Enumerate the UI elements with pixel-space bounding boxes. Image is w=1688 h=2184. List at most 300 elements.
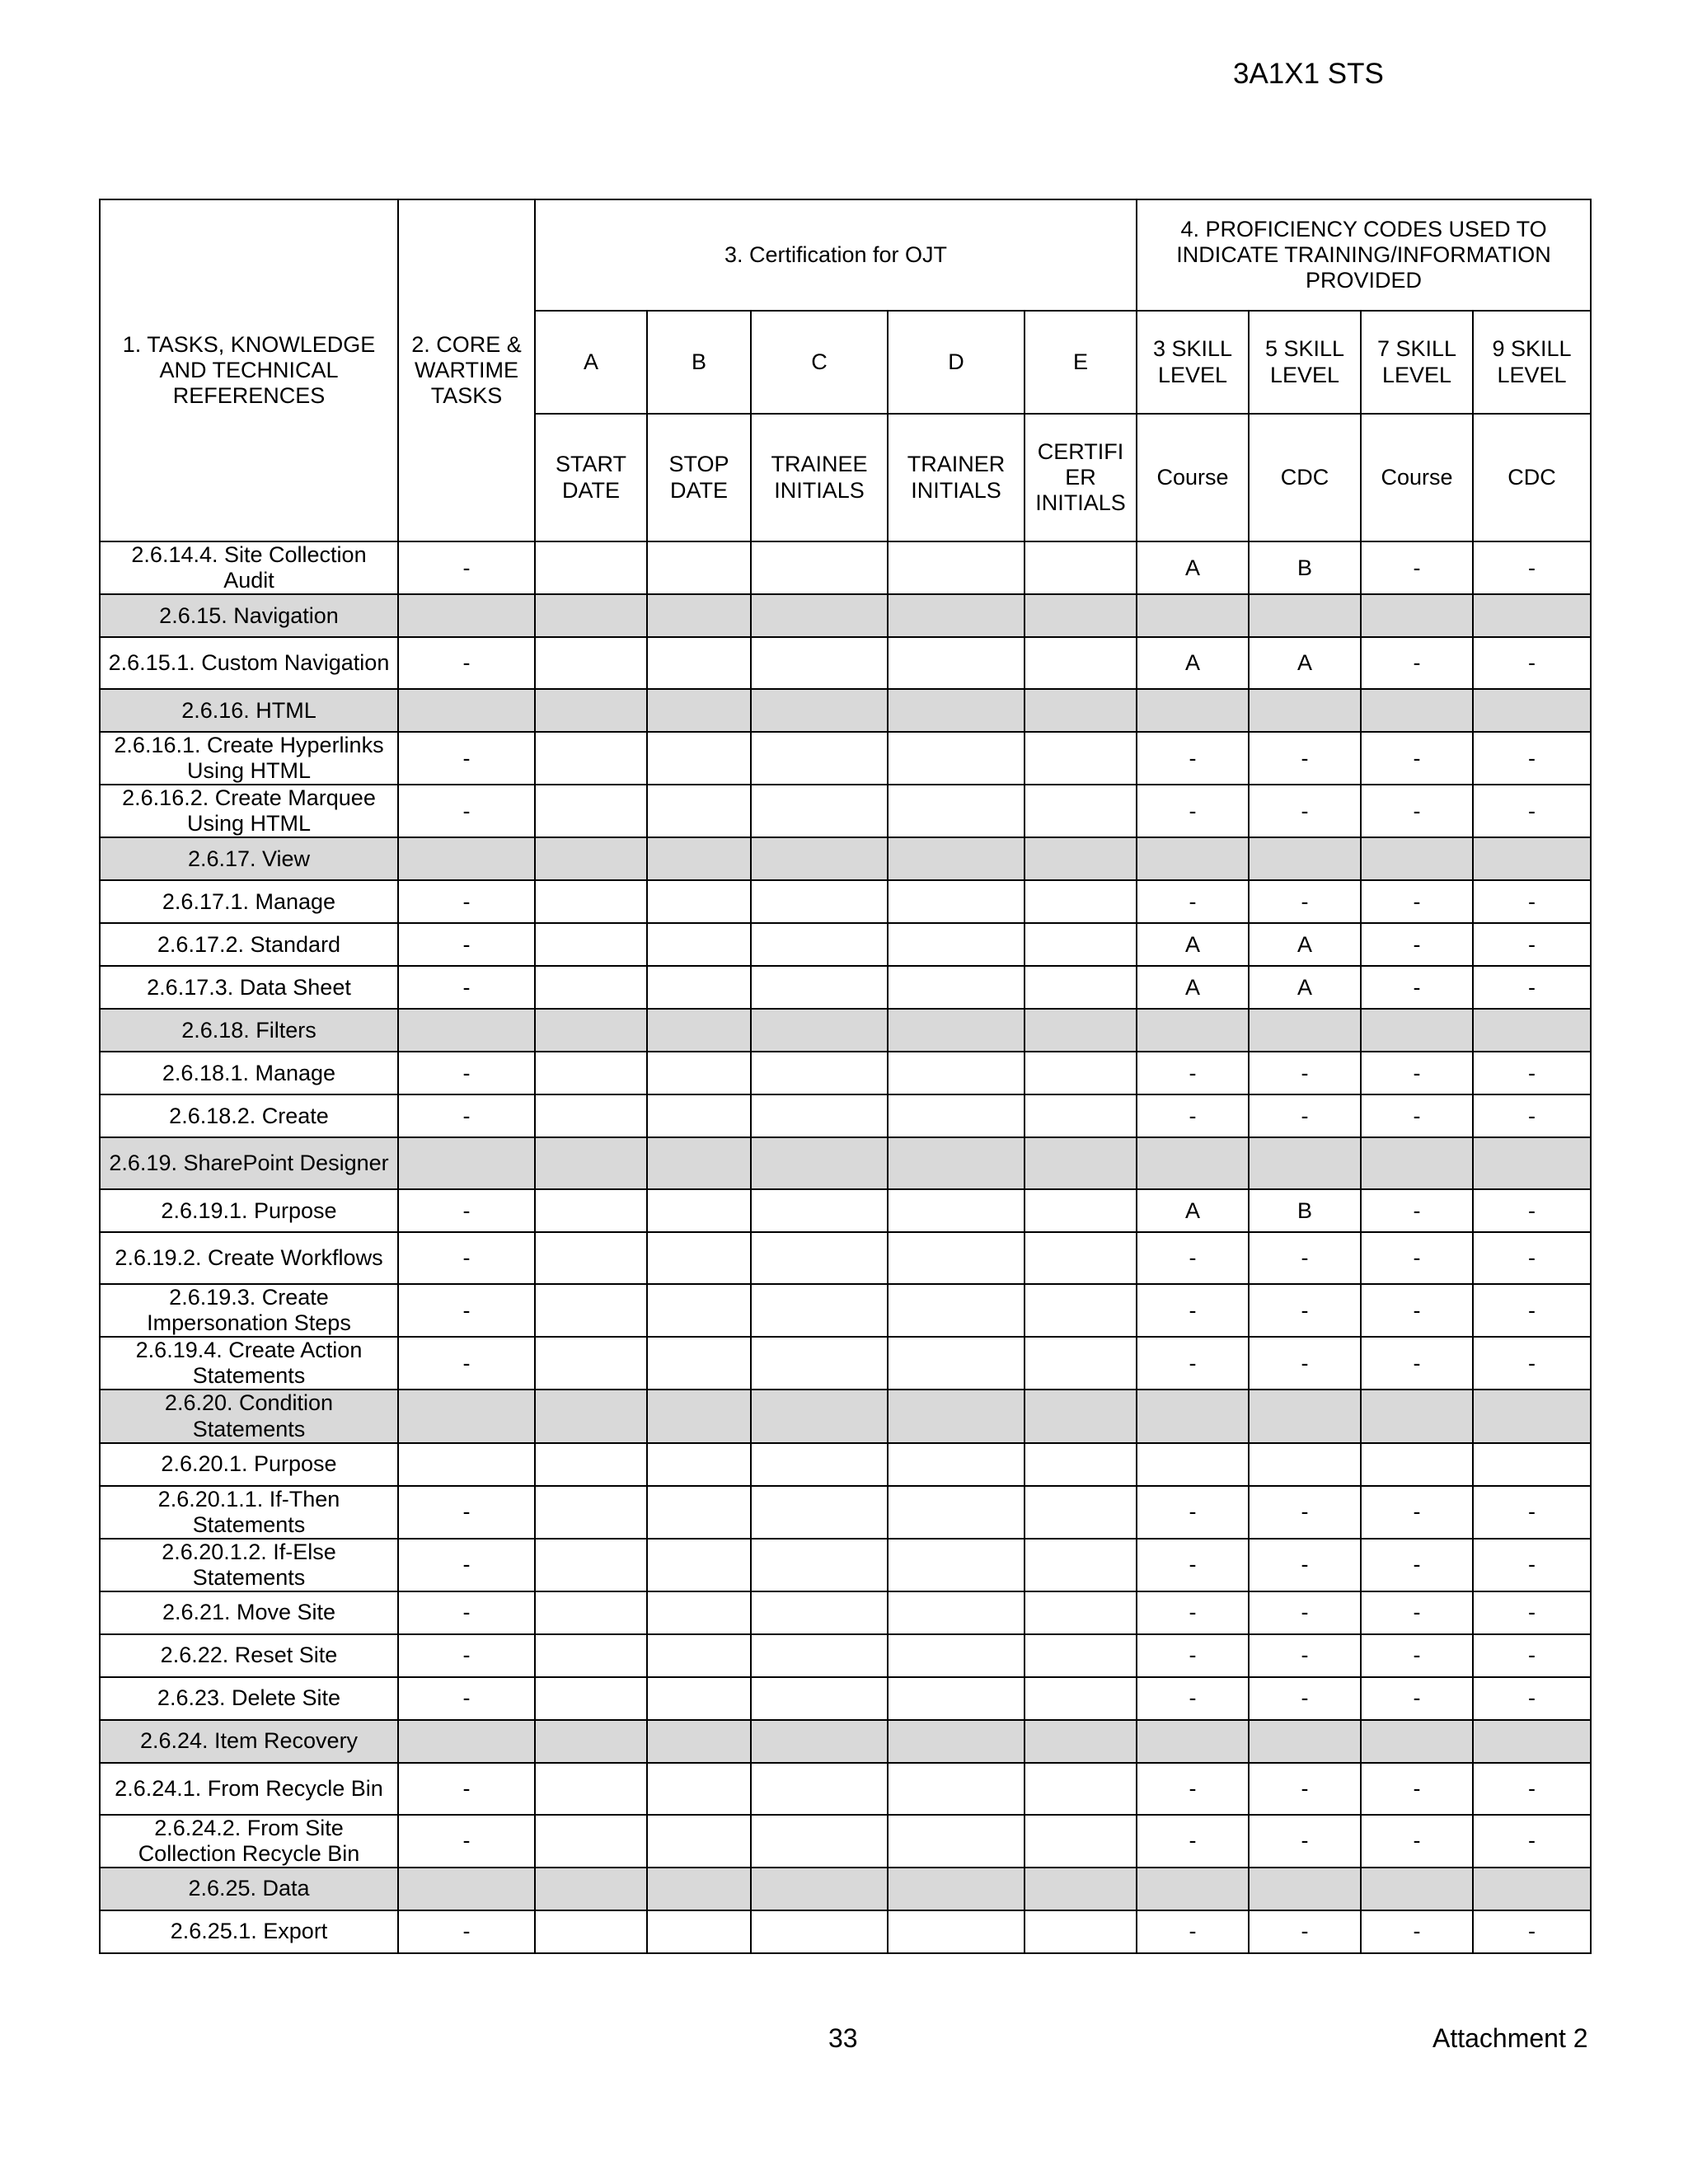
certifier-initials-cell <box>1025 1910 1137 1953</box>
start-date-cell <box>535 1591 647 1634</box>
stop-date-cell <box>647 785 751 837</box>
start-date-cell <box>535 1009 647 1052</box>
trainee-initials-cell <box>751 1137 888 1189</box>
core-cell <box>398 1390 535 1442</box>
trainer-initials-cell <box>888 1009 1025 1052</box>
trainer-initials-cell <box>888 1486 1025 1539</box>
code-5-cdc-cell: - <box>1249 732 1361 785</box>
certifier-initials-cell <box>1025 1052 1137 1094</box>
code-5-cdc-cell: - <box>1249 1052 1361 1094</box>
code-5-cdc-cell <box>1249 837 1361 880</box>
code-9-cdc-cell: - <box>1473 1539 1591 1591</box>
start-date-cell <box>535 1052 647 1094</box>
trainee-initials-cell <box>751 1486 888 1539</box>
trainee-initials-cell <box>751 1094 888 1137</box>
certifier-initials-cell <box>1025 1443 1137 1486</box>
task-cell: 2.6.16.1. Create Hyperlinks Using HTML <box>100 732 398 785</box>
stop-date-cell <box>647 1486 751 1539</box>
task-cell: 2.6.19.1. Purpose <box>100 1189 398 1232</box>
task-cell: 2.6.19.2. Create Workflows <box>100 1232 398 1284</box>
start-date-cell <box>535 1390 647 1442</box>
core-cell <box>398 837 535 880</box>
stop-date-cell <box>647 837 751 880</box>
table-row <box>100 785 1591 837</box>
core-cell: - <box>398 1591 535 1634</box>
code-7-course-cell: - <box>1361 785 1473 837</box>
trainer-initials-cell <box>888 1284 1025 1337</box>
trainee-initials-cell <box>751 1052 888 1094</box>
code-9-cdc-cell: - <box>1473 880 1591 923</box>
start-date-cell <box>535 1677 647 1720</box>
code-9-cdc-cell <box>1473 837 1591 880</box>
stop-date-cell <box>647 1910 751 1953</box>
trainee-initials-cell <box>751 923 888 966</box>
table-row <box>100 1539 1591 1591</box>
code-5-cdc-cell: A <box>1249 966 1361 1009</box>
code-5-cdc-cell <box>1249 1868 1361 1910</box>
code-5-cdc-cell <box>1249 1443 1361 1486</box>
trainer-initials-cell <box>888 1137 1025 1189</box>
code-7-course-cell <box>1361 1443 1473 1486</box>
trainer-initials-cell <box>888 1634 1025 1677</box>
code-7-course-cell: - <box>1361 732 1473 785</box>
code-9-cdc-cell: - <box>1473 785 1591 837</box>
start-date-cell <box>535 966 647 1009</box>
trainee-initials-cell <box>751 1868 888 1910</box>
code-7-course-cell <box>1361 1137 1473 1189</box>
start-date-cell <box>535 1868 647 1910</box>
trainer-initials-cell <box>888 594 1025 637</box>
trainer-initials-cell <box>888 637 1025 689</box>
trainer-initials-cell <box>888 1763 1025 1815</box>
code-3-course-cell: - <box>1137 1910 1249 1953</box>
code-9-cdc-cell: - <box>1473 966 1591 1009</box>
table-row <box>100 1094 1591 1137</box>
trainee-initials-cell <box>751 1390 888 1442</box>
stop-date-cell <box>647 637 751 689</box>
code-5-cdc-cell: B <box>1249 541 1361 594</box>
code-7-course-cell: - <box>1361 1486 1473 1539</box>
code-3-course-cell: - <box>1137 1591 1249 1634</box>
code-3-course-cell: - <box>1137 1677 1249 1720</box>
code-5-cdc-cell <box>1249 594 1361 637</box>
trainer-initials-cell <box>888 1868 1025 1910</box>
code-3-course-cell: - <box>1137 1486 1249 1539</box>
task-cell: 2.6.14.4. Site Collection Audit <box>100 541 398 594</box>
code-9-cdc-cell: - <box>1473 1815 1591 1868</box>
task-cell: 2.6.18. Filters <box>100 1009 398 1052</box>
code-5-cdc-cell: - <box>1249 1232 1361 1284</box>
task-cell: 2.6.16.2. Create Marquee Using HTML <box>100 785 398 837</box>
core-cell <box>398 1868 535 1910</box>
table-row <box>100 1337 1591 1390</box>
code-9-cdc-cell: - <box>1473 1189 1591 1232</box>
code-9-cdc-cell: - <box>1473 1591 1591 1634</box>
task-cell: 2.6.25.1. Export <box>100 1910 398 1953</box>
trainee-initials-cell <box>751 1009 888 1052</box>
code-3-course-cell <box>1137 837 1249 880</box>
code-7-course-cell: - <box>1361 1815 1473 1868</box>
trainee-initials-cell <box>751 837 888 880</box>
certifier-initials-cell <box>1025 1390 1137 1442</box>
stop-date-cell <box>647 1763 751 1815</box>
certifier-initials-cell <box>1025 594 1137 637</box>
header-letter-c: C <box>751 311 888 414</box>
header-certifier-initials: CERTIFI ER INITIALS <box>1025 414 1137 541</box>
stop-date-cell <box>647 1443 751 1486</box>
code-9-cdc-cell: - <box>1473 1677 1591 1720</box>
certifier-initials-cell <box>1025 880 1137 923</box>
attachment-label: Attachment 2 <box>1432 2023 1588 2053</box>
code-3-course-cell <box>1137 689 1249 732</box>
code-5-cdc-cell: A <box>1249 923 1361 966</box>
trainee-initials-cell <box>751 689 888 732</box>
code-7-course-cell: - <box>1361 541 1473 594</box>
header-skill-7: 7 SKILL LEVEL <box>1361 311 1473 414</box>
certifier-initials-cell <box>1025 1189 1137 1232</box>
code-3-course-cell: - <box>1137 1232 1249 1284</box>
start-date-cell <box>535 689 647 732</box>
trainer-initials-cell <box>888 1094 1025 1137</box>
certifier-initials-cell <box>1025 1677 1137 1720</box>
core-cell: - <box>398 732 535 785</box>
sts-table <box>99 199 1592 1954</box>
code-9-cdc-cell: - <box>1473 1910 1591 1953</box>
stop-date-cell <box>647 1094 751 1137</box>
code-3-course-cell: - <box>1137 1815 1249 1868</box>
code-3-course-cell: A <box>1137 966 1249 1009</box>
trainee-initials-cell <box>751 1677 888 1720</box>
code-7-course-cell: - <box>1361 1910 1473 1953</box>
stop-date-cell <box>647 1052 751 1094</box>
trainee-initials-cell <box>751 880 888 923</box>
task-cell: 2.6.25. Data <box>100 1868 398 1910</box>
start-date-cell <box>535 785 647 837</box>
code-9-cdc-cell <box>1473 1390 1591 1442</box>
trainee-initials-cell <box>751 1910 888 1953</box>
task-cell: 2.6.20. Condition Statements <box>100 1390 398 1442</box>
category-row <box>100 1720 1591 1763</box>
category-row <box>100 1137 1591 1189</box>
code-5-cdc-cell: - <box>1249 785 1361 837</box>
code-3-course-cell: - <box>1137 880 1249 923</box>
trainee-initials-cell <box>751 1539 888 1591</box>
header-course-7: Course <box>1361 414 1473 541</box>
trainer-initials-cell <box>888 1443 1025 1486</box>
code-9-cdc-cell <box>1473 1720 1591 1763</box>
table-row <box>100 1052 1591 1094</box>
trainer-initials-cell <box>888 785 1025 837</box>
code-9-cdc-cell: - <box>1473 1052 1591 1094</box>
core-cell: - <box>398 1052 535 1094</box>
certifier-initials-cell <box>1025 1591 1137 1634</box>
code-7-course-cell <box>1361 594 1473 637</box>
header-letter-a: A <box>535 311 647 414</box>
code-5-cdc-cell: - <box>1249 1591 1361 1634</box>
trainee-initials-cell <box>751 1232 888 1284</box>
trainer-initials-cell <box>888 1390 1025 1442</box>
trainee-initials-cell <box>751 541 888 594</box>
header-course-3: Course <box>1137 414 1249 541</box>
core-cell <box>398 689 535 732</box>
start-date-cell <box>535 1539 647 1591</box>
code-9-cdc-cell: - <box>1473 732 1591 785</box>
start-date-cell <box>535 637 647 689</box>
code-3-course-cell: - <box>1137 1539 1249 1591</box>
code-3-course-cell: - <box>1137 732 1249 785</box>
stop-date-cell <box>647 541 751 594</box>
core-cell: - <box>398 1232 535 1284</box>
code-3-course-cell: - <box>1137 1337 1249 1390</box>
trainee-initials-cell <box>751 1634 888 1677</box>
code-7-course-cell: - <box>1361 637 1473 689</box>
stop-date-cell <box>647 923 751 966</box>
code-7-course-cell: - <box>1361 1284 1473 1337</box>
core-cell: - <box>398 1763 535 1815</box>
code-7-course-cell <box>1361 1009 1473 1052</box>
core-cell <box>398 1009 535 1052</box>
table-row <box>100 1284 1591 1337</box>
core-cell: - <box>398 880 535 923</box>
header-trainee-initials: TRAINEE INITIALS <box>751 414 888 541</box>
certifier-initials-cell <box>1025 732 1137 785</box>
trainer-initials-cell <box>888 689 1025 732</box>
code-9-cdc-cell <box>1473 1868 1591 1910</box>
core-cell: - <box>398 1910 535 1953</box>
task-cell: 2.6.20.1. Purpose <box>100 1443 398 1486</box>
code-9-cdc-cell: - <box>1473 1486 1591 1539</box>
stop-date-cell <box>647 1815 751 1868</box>
code-7-course-cell <box>1361 689 1473 732</box>
code-5-cdc-cell: - <box>1249 1539 1361 1591</box>
code-9-cdc-cell: - <box>1473 1763 1591 1815</box>
header-cdc-5: CDC <box>1249 414 1361 541</box>
table-row <box>100 1443 1591 1486</box>
code-9-cdc-cell: - <box>1473 1094 1591 1137</box>
category-row <box>100 1868 1591 1910</box>
task-cell: 2.6.24.2. From Site Collection Recycle Bin <box>100 1815 398 1868</box>
page-number: 33 <box>828 2023 858 2053</box>
code-9-cdc-cell: - <box>1473 541 1591 594</box>
stop-date-cell <box>647 1539 751 1591</box>
start-date-cell <box>535 1094 647 1137</box>
certifier-initials-cell <box>1025 1634 1137 1677</box>
task-cell: 2.6.22. Reset Site <box>100 1634 398 1677</box>
trainer-initials-cell <box>888 1052 1025 1094</box>
trainer-initials-cell <box>888 1591 1025 1634</box>
trainee-initials-cell <box>751 1763 888 1815</box>
certifier-initials-cell <box>1025 1232 1137 1284</box>
core-cell <box>398 1137 535 1189</box>
header-certification: 3. Certification for OJT <box>535 199 1137 311</box>
core-cell <box>398 594 535 637</box>
certifier-initials-cell <box>1025 837 1137 880</box>
trainee-initials-cell <box>751 785 888 837</box>
code-7-course-cell: - <box>1361 1189 1473 1232</box>
table-row <box>100 1486 1591 1539</box>
code-9-cdc-cell: - <box>1473 923 1591 966</box>
code-5-cdc-cell: - <box>1249 1486 1361 1539</box>
code-9-cdc-cell <box>1473 689 1591 732</box>
code-5-cdc-cell: - <box>1249 880 1361 923</box>
trainer-initials-cell <box>888 1189 1025 1232</box>
core-cell <box>398 1720 535 1763</box>
core-cell: - <box>398 1189 535 1232</box>
trainee-initials-cell <box>751 966 888 1009</box>
start-date-cell <box>535 1232 647 1284</box>
code-7-course-cell: - <box>1361 1232 1473 1284</box>
certifier-initials-cell <box>1025 1337 1137 1390</box>
code-5-cdc-cell: - <box>1249 1094 1361 1137</box>
start-date-cell <box>535 1720 647 1763</box>
core-cell: - <box>398 1634 535 1677</box>
start-date-cell <box>535 1284 647 1337</box>
certifier-initials-cell <box>1025 689 1137 732</box>
header-skill-9: 9 SKILL LEVEL <box>1473 311 1591 414</box>
header-cdc-9: CDC <box>1473 414 1591 541</box>
code-5-cdc-cell: - <box>1249 1337 1361 1390</box>
code-9-cdc-cell <box>1473 1009 1591 1052</box>
code-3-course-cell: - <box>1137 1634 1249 1677</box>
trainer-initials-cell <box>888 880 1025 923</box>
stop-date-cell <box>647 1337 751 1390</box>
start-date-cell <box>535 541 647 594</box>
code-3-course-cell: A <box>1137 637 1249 689</box>
stop-date-cell <box>647 1677 751 1720</box>
start-date-cell <box>535 1189 647 1232</box>
code-5-cdc-cell: - <box>1249 1677 1361 1720</box>
category-row <box>100 594 1591 637</box>
header-core-wartime: 2. CORE & WARTIME TASKS <box>398 199 535 541</box>
trainer-initials-cell <box>888 1815 1025 1868</box>
header-skill-3: 3 SKILL LEVEL <box>1137 311 1249 414</box>
code-7-course-cell: - <box>1361 1634 1473 1677</box>
trainee-initials-cell <box>751 732 888 785</box>
task-cell: 2.6.17.3. Data Sheet <box>100 966 398 1009</box>
code-9-cdc-cell: - <box>1473 637 1591 689</box>
code-9-cdc-cell: - <box>1473 1232 1591 1284</box>
code-9-cdc-cell: - <box>1473 1284 1591 1337</box>
core-cell: - <box>398 923 535 966</box>
code-3-course-cell: - <box>1137 1094 1249 1137</box>
header-stop-date: STOP DATE <box>647 414 751 541</box>
code-5-cdc-cell: - <box>1249 1634 1361 1677</box>
stop-date-cell <box>647 1137 751 1189</box>
trainee-initials-cell <box>751 1443 888 1486</box>
start-date-cell <box>535 1443 647 1486</box>
start-date-cell <box>535 1337 647 1390</box>
trainer-initials-cell <box>888 1232 1025 1284</box>
code-7-course-cell: - <box>1361 1539 1473 1591</box>
stop-date-cell <box>647 1720 751 1763</box>
certifier-initials-cell <box>1025 1009 1137 1052</box>
code-7-course-cell <box>1361 837 1473 880</box>
task-cell: 2.6.19. SharePoint Designer <box>100 1137 398 1189</box>
code-3-course-cell <box>1137 594 1249 637</box>
code-3-course-cell: - <box>1137 1284 1249 1337</box>
core-cell: - <box>398 966 535 1009</box>
table-row <box>100 1763 1591 1815</box>
trainer-initials-cell <box>888 1677 1025 1720</box>
certifier-initials-cell <box>1025 1094 1137 1137</box>
start-date-cell <box>535 1634 647 1677</box>
core-cell <box>398 1443 535 1486</box>
stop-date-cell <box>647 1634 751 1677</box>
stop-date-cell <box>647 1591 751 1634</box>
header-letter-e: E <box>1025 311 1137 414</box>
stop-date-cell <box>647 1232 751 1284</box>
trainer-initials-cell <box>888 732 1025 785</box>
core-cell: - <box>398 1815 535 1868</box>
table-row <box>100 1677 1591 1720</box>
trainee-initials-cell <box>751 1284 888 1337</box>
task-cell: 2.6.24. Item Recovery <box>100 1720 398 1763</box>
start-date-cell <box>535 923 647 966</box>
code-3-course-cell: A <box>1137 541 1249 594</box>
code-5-cdc-cell: A <box>1249 637 1361 689</box>
start-date-cell <box>535 1763 647 1815</box>
trainer-initials-cell <box>888 923 1025 966</box>
core-cell: - <box>398 1094 535 1137</box>
code-3-course-cell <box>1137 1137 1249 1189</box>
code-5-cdc-cell <box>1249 1009 1361 1052</box>
header-skill-5: 5 SKILL LEVEL <box>1249 311 1361 414</box>
code-7-course-cell: - <box>1361 1052 1473 1094</box>
stop-date-cell <box>647 1390 751 1442</box>
certifier-initials-cell <box>1025 1137 1137 1189</box>
code-3-course-cell <box>1137 1390 1249 1442</box>
code-5-cdc-cell: - <box>1249 1284 1361 1337</box>
core-cell: - <box>398 1539 535 1591</box>
code-9-cdc-cell: - <box>1473 1634 1591 1677</box>
code-5-cdc-cell <box>1249 689 1361 732</box>
category-row <box>100 1390 1591 1442</box>
stop-date-cell <box>647 1284 751 1337</box>
task-cell: 2.6.20.1.1. If-Then Statements <box>100 1486 398 1539</box>
stop-date-cell <box>647 1189 751 1232</box>
code-7-course-cell: - <box>1361 1763 1473 1815</box>
task-cell: 2.6.15.1. Custom Navigation <box>100 637 398 689</box>
code-7-course-cell: - <box>1361 1677 1473 1720</box>
category-row <box>100 689 1591 732</box>
trainer-initials-cell <box>888 1910 1025 1953</box>
core-cell: - <box>398 637 535 689</box>
stop-date-cell <box>647 732 751 785</box>
header-tasks: 1. TASKS, KNOWLEDGE AND TECHNICAL REFERENCES <box>100 199 398 541</box>
trainee-initials-cell <box>751 1189 888 1232</box>
core-cell: - <box>398 1486 535 1539</box>
header-proficiency-codes: 4. PROFICIENCY CODES USED TO INDICATE TRAINING/INFORMATION PROVIDED <box>1137 199 1591 311</box>
table-row <box>100 1591 1591 1634</box>
code-5-cdc-cell: - <box>1249 1763 1361 1815</box>
code-7-course-cell <box>1361 1720 1473 1763</box>
code-7-course-cell: - <box>1361 1591 1473 1634</box>
code-5-cdc-cell <box>1249 1137 1361 1189</box>
core-cell: - <box>398 1284 535 1337</box>
table-row <box>100 1634 1591 1677</box>
code-7-course-cell: - <box>1361 966 1473 1009</box>
stop-date-cell <box>647 966 751 1009</box>
certifier-initials-cell <box>1025 1539 1137 1591</box>
trainee-initials-cell <box>751 594 888 637</box>
table-row <box>100 1189 1591 1232</box>
certifier-initials-cell <box>1025 1763 1137 1815</box>
code-3-course-cell <box>1137 1009 1249 1052</box>
certifier-initials-cell <box>1025 1868 1137 1910</box>
code-5-cdc-cell: - <box>1249 1910 1361 1953</box>
code-7-course-cell <box>1361 1868 1473 1910</box>
task-cell: 2.6.24.1. From Recycle Bin <box>100 1763 398 1815</box>
